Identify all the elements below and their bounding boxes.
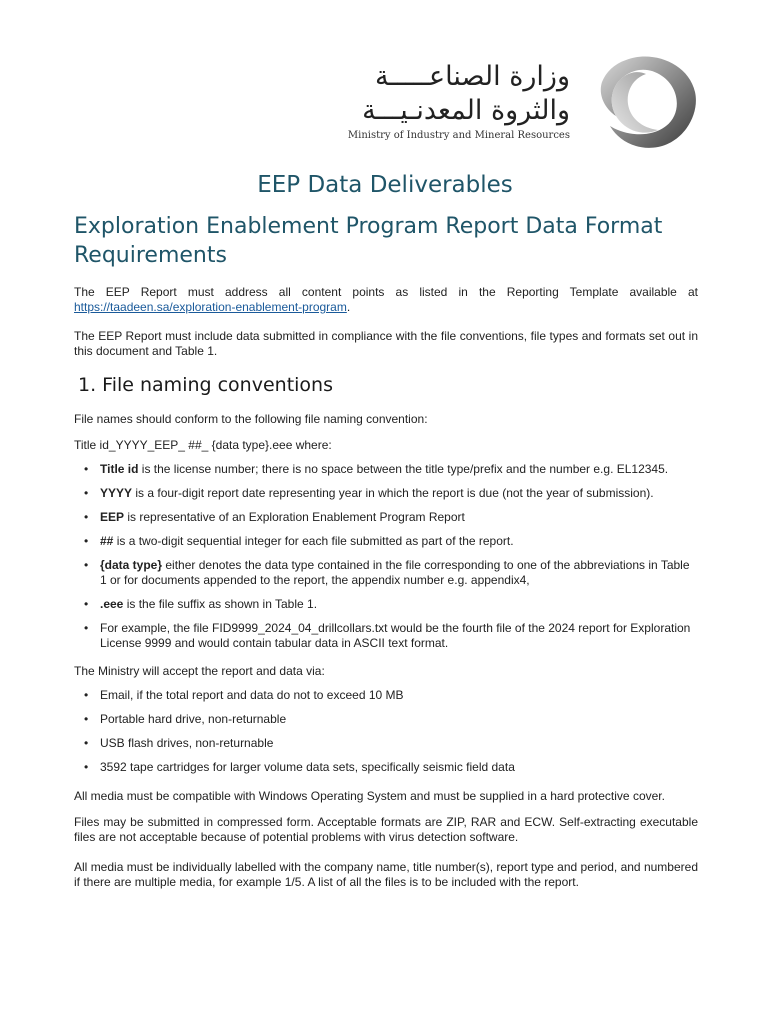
section-heading-file-naming: 1. File naming conventions	[78, 374, 333, 396]
media-lead	[74, 664, 698, 679]
ministry-name-arabic-line1: وزارة الصناعـــــة	[375, 61, 570, 92]
media-list	[74, 688, 698, 775]
ministry-logo-text	[348, 60, 570, 141]
intro-end: .	[346, 300, 351, 314]
media-lead-text: The Ministry will accept the report and data via:	[74, 664, 325, 678]
media-label-paragraph	[74, 860, 698, 890]
page-title: EEP Data Deliverables	[257, 172, 513, 198]
naming-list	[74, 462, 698, 651]
naming-lead-text: File names should conform to the following file naming convention:	[74, 412, 428, 426]
media-compress-paragraph	[74, 815, 698, 845]
list-item: • YYYY is a four-digit report date representing year in which the report is due (not the year of submission).	[74, 486, 698, 501]
naming-pattern-text: Title id_YYYY_EEP_ ##_ {data type}.eee where:	[74, 438, 332, 452]
list-item: • .eee is the file suffix as shown in Table 1.	[74, 597, 698, 612]
intro-paragraph-1	[74, 285, 698, 315]
list-item: • Email, if the total report and data do not to exceed 10 MB	[74, 688, 698, 703]
intro-text: The EEP Report must address all content points as listed in the Reporting Template available at	[74, 285, 698, 299]
ministry-name-arabic-line2: والثروة المعدنـيـــة	[362, 95, 570, 126]
list-item: • Portable hard drive, non-returnable	[74, 712, 698, 727]
list-item: • USB flash drives, non-returnable	[74, 736, 698, 751]
reporting-template-link[interactable]: https://taadeen.sa/exploration-enablement-program	[74, 300, 347, 314]
naming-pattern	[74, 438, 698, 453]
list-item: • Title id is the license number; there is no space between the title type/prefix and the number e.g. EL12345.	[74, 462, 698, 477]
ministry-name-english: Ministry of Industry and Mineral Resources	[347, 130, 570, 141]
media-compress-text: Files may be submitted in compressed form. Acceptable formats are ZIP, RAR and ECW. Self-extracting executable files are not acceptable because of potential problems with virus detection software.	[74, 815, 698, 844]
naming-lead	[74, 412, 698, 427]
page-subtitle: Exploration Enablement Program Report Data Format Requirements	[74, 214, 663, 268]
media-compat-text: All media must be compatible with Windows Operating System and must be supplied in a hard protective cover.	[74, 789, 665, 803]
media-label-text: All media must be individually labelled with the company name, title number(s), report type and period, and numbered if there are multiple media, for example 1/5. A list of all the files is to be included with the report.	[74, 860, 698, 889]
intro-text-2: The EEP Report must include data submitted in compliance with the file conventions, file types and formats set out in this document and Table 1.	[74, 329, 698, 358]
list-item: • ## is a two-digit sequential integer for each file submitted as part of the report.	[74, 534, 698, 549]
list-item: • 3592 tape cartridges for larger volume data sets, specifically seismic field data	[74, 760, 698, 775]
list-item: • {data type} either denotes the data type contained in the file corresponding to one of the abbreviations in Table 1 or for documents appended to the report, the appendix number e.g. appendix4,	[74, 558, 698, 588]
ribbon-loop-icon	[596, 52, 698, 150]
media-compat-paragraph	[74, 789, 698, 804]
intro-paragraph-2	[74, 329, 698, 359]
list-item: • For example, the file FID9999_2024_04_drillcollars.txt would be the fourth file of the 2024 report for Exploration License 9999 and would contain tabular data in ASCII text format.	[74, 621, 698, 651]
list-item: • EEP is representative of an Exploration Enablement Program Report	[74, 510, 698, 525]
